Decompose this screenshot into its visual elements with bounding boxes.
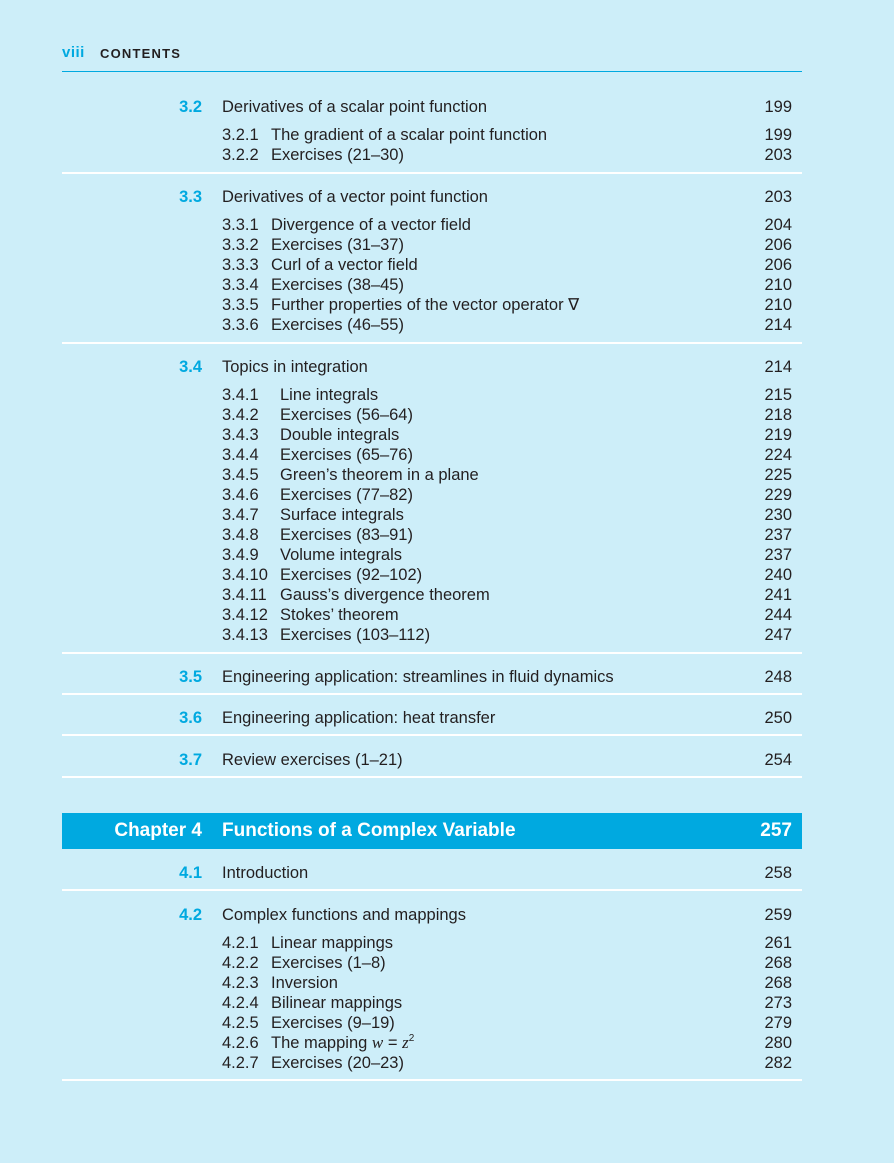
subsection-page: 229 [764,486,792,504]
subsection-page: 268 [764,954,792,972]
subsection-title: Exercises (92–102) [280,566,423,584]
subsection-entry[interactable] [62,485,802,505]
subsection-page: 273 [764,994,792,1012]
subsection-number: 4.2.5 [222,1014,259,1032]
section-4-1 [62,849,802,891]
subsection-page: 237 [764,546,792,564]
subsection-title-text: The mapping [271,1034,372,1052]
equals-sign: = [383,1034,403,1052]
subsection-page: 261 [764,934,792,952]
subsection-entry[interactable] [62,933,802,953]
section-heading[interactable] [62,97,802,117]
section-page: 214 [764,358,792,376]
subsection-entry[interactable] [62,625,802,645]
section-3-2 [62,72,802,174]
subsection-page: 280 [764,1034,792,1052]
subsection-page: 210 [764,276,792,294]
section-page: 254 [764,751,792,769]
subsection-page: 230 [764,506,792,524]
subsection-number: 4.2.4 [222,994,259,1012]
subsection-number: 3.2.2 [222,146,259,164]
subsection-number: 3.4.4 [222,446,259,464]
subsection-title: Exercises (103–112) [280,626,431,644]
subsection-entry[interactable] [62,605,802,625]
variable-z: z [402,1033,409,1052]
section-number: 3.3 [179,188,202,206]
subsection-title: Exercises (56–64) [280,406,413,424]
subsection-number: 4.2.6 [222,1034,259,1052]
subsection-title: Volume integrals [280,546,402,564]
subsection-title: Exercises (83–91) [280,526,413,544]
subsection-page: 225 [764,466,792,484]
subsection-number: 3.4.7 [222,506,259,524]
subsection-page: 219 [764,426,792,444]
section-heading[interactable] [62,667,802,687]
subsection-number: 3.4.10 [222,566,268,584]
subsection-number: 4.2.2 [222,954,259,972]
section-title: Engineering application: streamlines in fluid dynamics [222,668,614,686]
subsection-number: 3.4.1 [222,386,259,404]
exponent: 2 [408,1032,415,1044]
subsection-entry[interactable] [62,565,802,585]
subsection-page: 244 [764,606,792,624]
subsection-entry[interactable] [62,295,802,315]
subsection-title: Exercises (38–45) [271,276,404,294]
subsection-entry[interactable] [62,425,802,445]
subsection-number: 3.3.4 [222,276,259,294]
subsection-entry[interactable] [62,145,802,165]
subsection-title: The gradient of a scalar point function [271,126,548,144]
section-title: Derivatives of a scalar point function [222,98,488,116]
section-title: Review exercises (1–21) [222,751,403,769]
subsection-title: Exercises (1–8) [271,954,386,972]
subsection-page: 279 [764,1014,792,1032]
subsection-title: Exercises (31–37) [271,236,404,254]
chapter-label: Chapter 4 [114,820,202,841]
subsection-entry[interactable] [62,275,802,295]
subsection-number: 3.4.11 [222,586,267,604]
subsection-entry[interactable] [62,255,802,275]
subsection-title: Exercises (65–76) [280,446,413,464]
section-3-3 [62,172,802,344]
subsection-page: 237 [764,526,792,544]
subsection-entry[interactable] [62,1013,802,1033]
subsection-title: Exercises (21–30) [271,146,404,164]
subsection-title: Exercises (46–55) [271,316,404,334]
subsection-title: Divergence of a vector field [271,216,471,234]
subsection-entry[interactable] [62,525,802,545]
subsection-entry[interactable] [62,953,802,973]
subsection-title: Linear mappings [271,934,393,952]
page-header [62,44,802,72]
subsection-title: Line integrals [280,386,379,404]
subsection-entry[interactable] [62,973,802,993]
subsection-entry[interactable] [62,505,802,525]
subsection-page: 199 [764,126,792,144]
subsection-title: Green’s theorem in a plane [280,466,479,484]
subsection-number: 3.2.1 [222,126,259,144]
subsection-page: 247 [764,626,792,644]
subsection-entry[interactable] [62,1053,802,1073]
subsection-title [271,1033,414,1053]
subsection-page: 214 [764,316,792,334]
section-title: Complex functions and mappings [222,906,466,924]
section-3-5 [62,652,802,695]
subsection-title: Surface integrals [280,506,404,524]
subsection-title: Bilinear mappings [271,994,403,1012]
section-number: 3.7 [179,751,202,769]
subsection-number: 3.4.6 [222,486,259,504]
section-number: 3.6 [179,709,202,727]
subsection-title: Curl of a vector field [271,256,418,274]
section-page: 259 [764,906,792,924]
section-title: Introduction [222,864,309,882]
subsection-number: 3.3.1 [222,216,259,234]
section-page: 199 [764,98,792,116]
subsection-page: 204 [764,216,792,234]
section-heading[interactable] [62,750,802,770]
subsection-title: Gauss’s divergence theorem [280,586,490,604]
variable-w: w [371,1033,384,1052]
subsection-number: 3.3.5 [222,296,259,314]
section-title: Derivatives of a vector point function [222,188,488,206]
subsection-page: 241 [764,586,792,604]
subsection-number: 3.4.12 [222,606,268,624]
subsection-title: Stokes’ theorem [280,606,399,624]
subsection-page: 203 [764,146,792,164]
subsection-number: 4.2.1 [222,934,259,952]
subsection-number: 3.4.8 [222,526,259,544]
section-number: 4.1 [179,864,202,882]
subsection-number: 3.4.2 [222,406,259,424]
subsection-title: Exercises (77–82) [280,486,413,504]
section-page: 203 [764,188,792,206]
subsection-page: 218 [764,406,792,424]
section-heading[interactable] [62,863,802,883]
section-number: 3.5 [179,668,202,686]
section-3-7 [62,734,802,778]
subsection-title: Further properties of the vector operator ∇ [271,296,580,314]
section-heading[interactable] [62,357,802,377]
subsection-entry[interactable] [62,545,802,565]
header-title: CONTENTS [100,46,182,61]
subsection-number: 3.4.3 [222,426,259,444]
subsection-title: Double integrals [280,426,400,444]
chapter-page: 257 [760,820,792,841]
section-3-4 [62,342,802,654]
subsection-number: 3.3.3 [222,256,259,274]
subsection-entry[interactable] [62,445,802,465]
subsection-page: 215 [764,386,792,404]
subsection-entry[interactable] [62,215,802,235]
subsection-number: 3.4.9 [222,546,259,564]
subsection-entry[interactable] [62,385,802,405]
section-number: 3.2 [179,98,202,116]
chapter-4-banner[interactable] [62,813,802,849]
section-number: 4.2 [179,906,202,924]
subsection-entry[interactable] [62,465,802,485]
section-page: 258 [764,864,792,882]
subsection-entry[interactable] [62,993,802,1013]
chapter-title: Functions of a Complex Variable [222,820,516,841]
section-4-2 [62,889,802,1081]
section-heading[interactable] [62,905,802,925]
subsection-title: Inversion [271,974,338,992]
section-page: 250 [764,709,792,727]
subsection-title: Exercises (20–23) [271,1054,404,1072]
subsection-title: Exercises (9–19) [271,1014,395,1032]
section-heading[interactable] [62,187,802,207]
subsection-entry[interactable] [62,585,802,605]
section-number: 3.4 [179,358,202,376]
section-3-6 [62,693,802,736]
subsection-number: 3.3.2 [222,236,259,254]
subsection-entry[interactable] [62,1033,802,1053]
subsection-entry[interactable] [62,125,802,145]
subsection-page: 268 [764,974,792,992]
subsection-page: 282 [764,1054,792,1072]
subsection-number: 4.2.7 [222,1054,259,1072]
subsection-entry[interactable] [62,235,802,255]
subsection-entry[interactable] [62,405,802,425]
section-page: 248 [764,668,792,686]
page-number-label: viii [62,44,85,61]
section-title: Engineering application: heat transfer [222,709,496,727]
subsection-entry[interactable] [62,315,802,335]
section-heading[interactable] [62,708,802,728]
subsection-number: 3.4.13 [222,626,268,644]
subsection-page: 210 [764,296,792,314]
subsection-page: 240 [764,566,792,584]
subsection-page: 206 [764,256,792,274]
section-title: Topics in integration [222,358,368,376]
subsection-number: 3.3.6 [222,316,259,334]
subsection-page: 224 [764,446,792,464]
subsection-number: 3.4.5 [222,466,259,484]
subsection-number: 4.2.3 [222,974,259,992]
subsection-page: 206 [764,236,792,254]
